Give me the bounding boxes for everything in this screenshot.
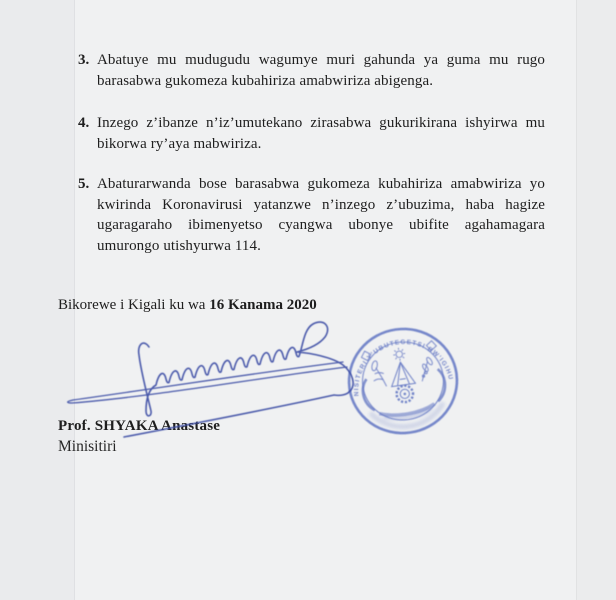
signatory-name: Prof. SHYAKA Anastase: [58, 418, 221, 434]
paragraph-3-number: 3.: [78, 52, 90, 68]
paragraph-3-line-1: Abatuye mu mudugudu wagumye muri gahunda ya guma mu rugo: [97, 52, 545, 68]
paragraph-5-number: 5.: [78, 176, 90, 192]
paragraph-3-line-2: barasabwa gukomeza kubahiriza amabwiriza abigenga.: [97, 72, 434, 89]
paragraph-5: [78, 174, 545, 256]
paragraph-5-line-1: Abaturarwanda bose barasabwa gukomeza kubahiriza amabwiriza yo: [97, 176, 545, 192]
stamp-arc-text: MINISITERI Y’UBUTEGETSI BW’IGIHUGU: [353, 338, 455, 397]
paragraph-5-line-4: umurongo utishyurwa 114.: [97, 237, 261, 254]
page-edge-right: [576, 0, 616, 600]
paragraph-5-line-3: ugaragaraho ibimenyetso cyangwa ubonye ubifite agahamagara: [97, 217, 545, 233]
paragraph-4-line-1: Inzego z’ibanze n’iz’umutekano zirasabwa gukurikirana ishyirwa mu: [97, 115, 545, 131]
dateline-date: 16 Kanama 2020: [209, 297, 317, 313]
paragraph-3: [78, 50, 545, 91]
paragraph-5-line-2: kwirinda Koronavirusi yatanzwe n’inzego z’ubuzima, haba hagize: [97, 196, 545, 213]
signatory-title: Minisitiri: [58, 437, 117, 455]
dateline-prefix: Bikorewe i Kigali ku wa: [58, 297, 210, 313]
paragraph-4-line-2: bikorwa ry’aya mabwiriza.: [97, 135, 262, 152]
paragraph-4-number: 4.: [78, 115, 90, 131]
signatory-block: [58, 416, 220, 457]
official-stamp-icon: [342, 322, 463, 440]
paragraph-4: [78, 113, 545, 154]
dateline: [58, 295, 317, 315]
